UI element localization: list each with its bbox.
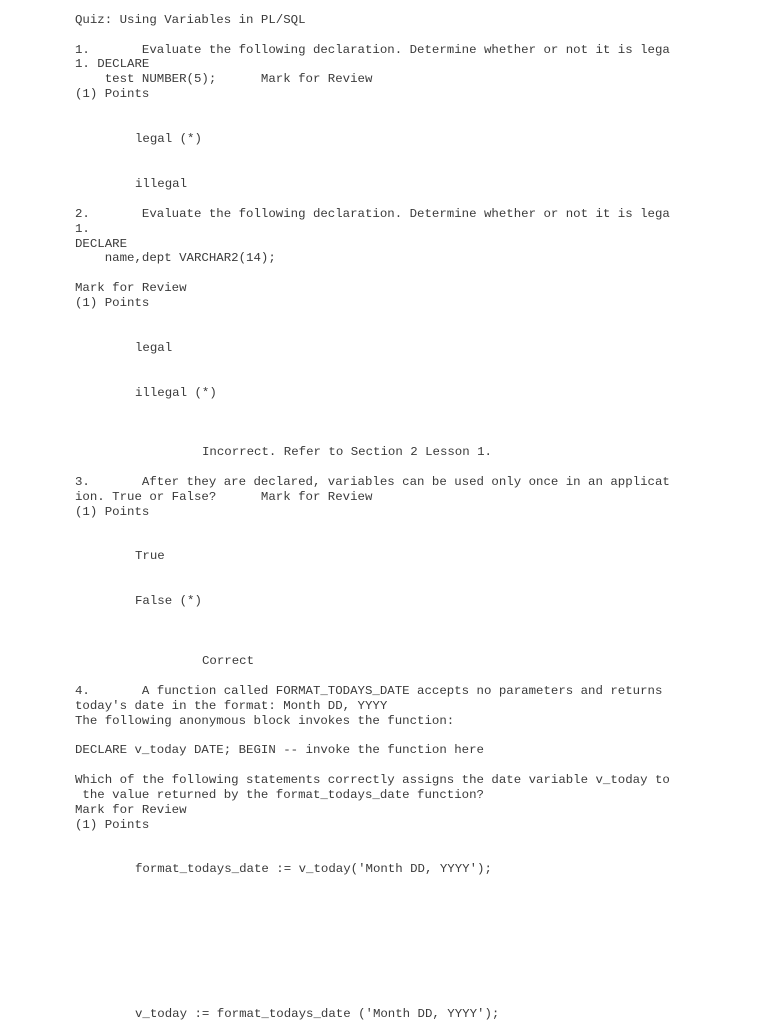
text-line-q2-points: (1) Points bbox=[75, 296, 150, 310]
text-line-q3-option2: False (*) bbox=[135, 594, 202, 608]
text-line-q2-line3: DECLARE bbox=[75, 237, 128, 251]
text-line-q4-line5: Which of the following statements correctly assigns the date variable v_today to bbox=[75, 773, 670, 787]
text-line-q3-line2: ion. True or False? Mark for Review bbox=[75, 490, 373, 504]
text-line-q4-points: (1) Points bbox=[75, 818, 150, 832]
text-line-q2-option1: legal bbox=[135, 341, 173, 355]
text-line-q2-line1: 2. Evaluate the following declaration. Determine whether or not it is lega bbox=[75, 207, 670, 221]
text-line-q2-review: Mark for Review bbox=[75, 281, 187, 295]
text-line-q4-line4: DECLARE v_today DATE; BEGIN -- invoke the function here bbox=[75, 743, 484, 757]
text-line-q4-line3: The following anonymous block invokes the function: bbox=[75, 714, 455, 728]
text-line-q4-option1: format_todays_date := v_today('Month DD, YYYY'); bbox=[135, 862, 492, 876]
text-line-q1-line1: 1. Evaluate the following declaration. Determine whether or not it is lega bbox=[75, 43, 670, 57]
text-line-q4-line1: 4. A function called FORMAT_TODAYS_DATE accepts no parameters and returns bbox=[75, 684, 663, 698]
text-line-q4-option2: v_today := format_todays_date ('Month DD, YYYY'); bbox=[135, 1007, 500, 1021]
text-line-q3-feedback: Correct bbox=[202, 654, 255, 668]
text-line-q1-option1: legal (*) bbox=[135, 132, 202, 146]
text-line-q4-line2: today's date in the format: Month DD, YYYY bbox=[75, 699, 388, 713]
text-line-q1-line2: 1. DECLARE bbox=[75, 57, 150, 71]
text-line-q4-line6: the value returned by the format_todays_date function? bbox=[75, 788, 484, 802]
text-line-q4-review: Mark for Review bbox=[75, 803, 187, 817]
text-line-q1-line3: test NUMBER(5); Mark for Review bbox=[75, 72, 373, 86]
text-line-q1-option2: illegal bbox=[135, 177, 188, 191]
text-line-q2-line4: name,dept VARCHAR2(14); bbox=[75, 251, 276, 265]
text-line-q2-feedback: Incorrect. Refer to Section 2 Lesson 1. bbox=[202, 445, 492, 459]
text-line-q1-points: (1) Points bbox=[75, 87, 150, 101]
text-line-q3-line1: 3. After they are declared, variables can be used only once in an applicat bbox=[75, 475, 670, 489]
text-line-q2-option2: illegal (*) bbox=[135, 386, 217, 400]
text-line-q3-points: (1) Points bbox=[75, 505, 150, 519]
text-line-title: Quiz: Using Variables in PL/SQL bbox=[75, 13, 306, 27]
text-line-q2-line2: 1. bbox=[75, 222, 90, 236]
text-line-q3-option1: True bbox=[135, 549, 165, 563]
